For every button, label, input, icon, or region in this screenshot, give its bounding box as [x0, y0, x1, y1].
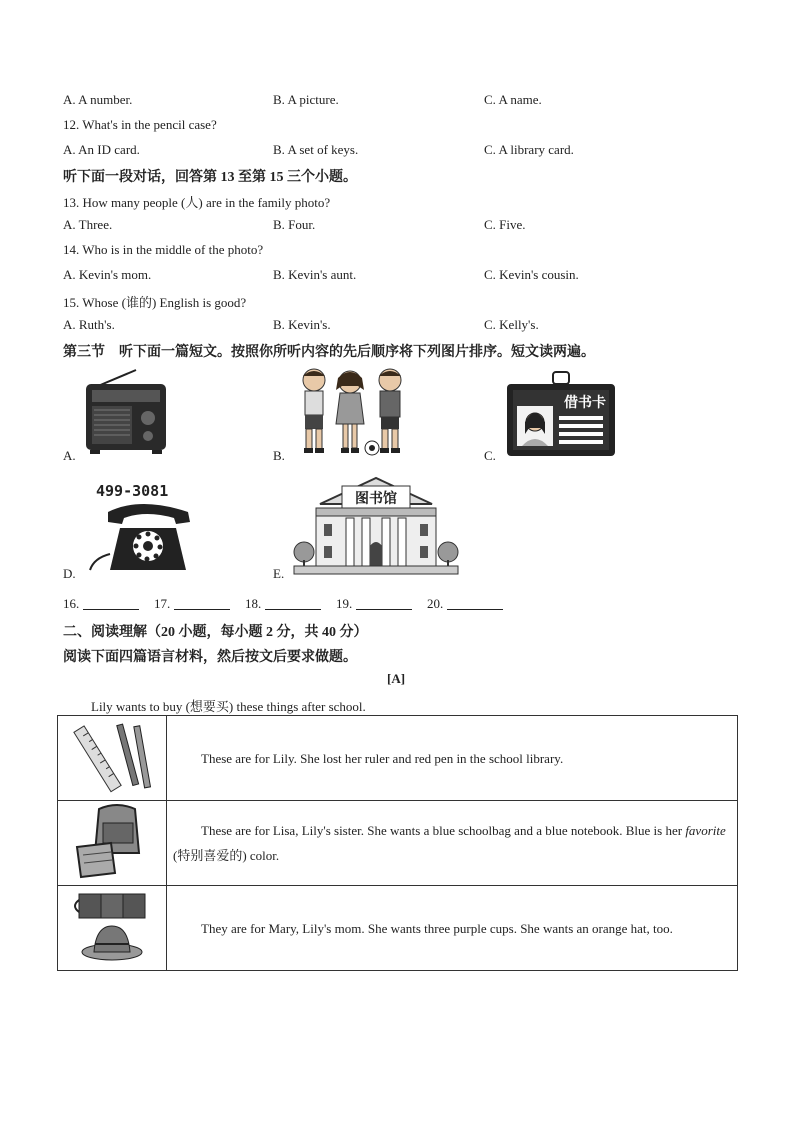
table-image-cell — [58, 886, 167, 971]
part2-instruction: 阅读下面四篇语言材料，然后按文后要求做题。 — [63, 650, 357, 665]
q12-option-c: C. A library card. — [484, 142, 574, 157]
table-text-cell — [167, 801, 738, 886]
picture-b-label: B. — [273, 448, 285, 463]
blank-number: 17. — [154, 596, 171, 611]
passage-label: [A] — [387, 671, 406, 686]
children-picture — [294, 366, 414, 458]
passage-intro: Lily wants to buy (想要买) these things after school. — [91, 699, 366, 714]
q13-option-c: C. Five. — [484, 217, 526, 232]
cups-hat-icon — [69, 888, 155, 964]
q11-option-c: C. A name. — [484, 92, 542, 107]
row2-text-a: These are for Lisa, Lily's sister. She wants a blue schoolbag and a blue notebook. Blue is her — [201, 823, 686, 838]
q13-option-a: A. Three. — [63, 217, 113, 232]
picture-a-label: A. — [63, 448, 76, 463]
schoolbag-notebook-icon — [69, 803, 155, 879]
answer-blank-19[interactable] — [336, 596, 412, 612]
library-building-picture — [292, 474, 460, 578]
telephone-picture — [80, 478, 200, 578]
library-sign-text: 图书馆 — [355, 491, 397, 507]
answer-blank-20[interactable] — [427, 596, 503, 612]
picture-e-label: E. — [273, 566, 285, 581]
part2-title: 二、阅读理解（20 小题，每小题 2 分，共 40 分） — [63, 625, 368, 640]
q14-question: 14. Who is in the middle of the photo? — [63, 242, 264, 257]
q14-option-a: A. Kevin's mom. — [63, 267, 152, 282]
table-text-cell: These are for Lily. She lost her ruler and red pen in the school library. — [167, 716, 738, 801]
library-card-picture — [505, 370, 617, 460]
q15-option-b: B. Kevin's. — [273, 317, 331, 332]
q12-option-b: B. A set of keys. — [273, 142, 359, 157]
picture-c-label: C. — [484, 448, 496, 463]
section-3-heading: 第三节 听下面一篇短文。按照你所听内容的先后顺序将下列图片排序。短文读两遍。 — [63, 345, 595, 360]
shopping-table — [57, 715, 738, 971]
blank-number: 18. — [245, 596, 262, 611]
answer-blank-18[interactable] — [245, 596, 321, 612]
blank-number: 16. — [63, 596, 80, 611]
q14-option-b: B. Kevin's aunt. — [273, 267, 357, 282]
table-row — [58, 801, 738, 886]
phone-number-text: 499-3081 — [96, 482, 169, 500]
blank-number: 19. — [336, 596, 353, 611]
card-text: 借书卡 — [564, 395, 606, 411]
radio-picture — [80, 366, 172, 458]
table-image-cell — [58, 716, 167, 801]
q12-question: 12. What's in the pencil case? — [63, 117, 217, 132]
q15-option-a: A. Ruth's. — [63, 317, 115, 332]
ruler-pen-icon — [69, 718, 155, 794]
table-image-cell — [58, 801, 167, 886]
q13-question: 13. How many people (人) are in the family photo? — [63, 195, 331, 210]
q11-option-a: A. A number. — [63, 92, 133, 107]
q15-option-c: C. Kelly's. — [484, 317, 539, 332]
picture-d-label: D. — [63, 566, 76, 581]
table-row — [58, 716, 738, 801]
answer-blank-17[interactable] — [154, 596, 230, 612]
row2-text-b: (特别喜爱的) color. — [173, 848, 280, 863]
answer-blank-16[interactable] — [63, 596, 139, 612]
q12-option-a: A. An ID card. — [63, 142, 140, 157]
q14-option-c: C. Kevin's cousin. — [484, 267, 579, 282]
row2-italic-word: favorite — [685, 823, 726, 838]
q15-question: 15. Whose (谁的) English is good? — [63, 295, 247, 310]
blank-number: 20. — [427, 596, 444, 611]
q11-option-b: B. A picture. — [273, 92, 339, 107]
table-row — [58, 886, 738, 971]
table-text-cell: They are for Mary, Lily's mom. She wants three purple cups. She wants an orange hat, too. — [167, 886, 738, 971]
section-13-15-heading: 听下面一段对话，回答第 13 至第 15 三个小题。 — [63, 170, 357, 185]
q13-option-b: B. Four. — [273, 217, 316, 232]
